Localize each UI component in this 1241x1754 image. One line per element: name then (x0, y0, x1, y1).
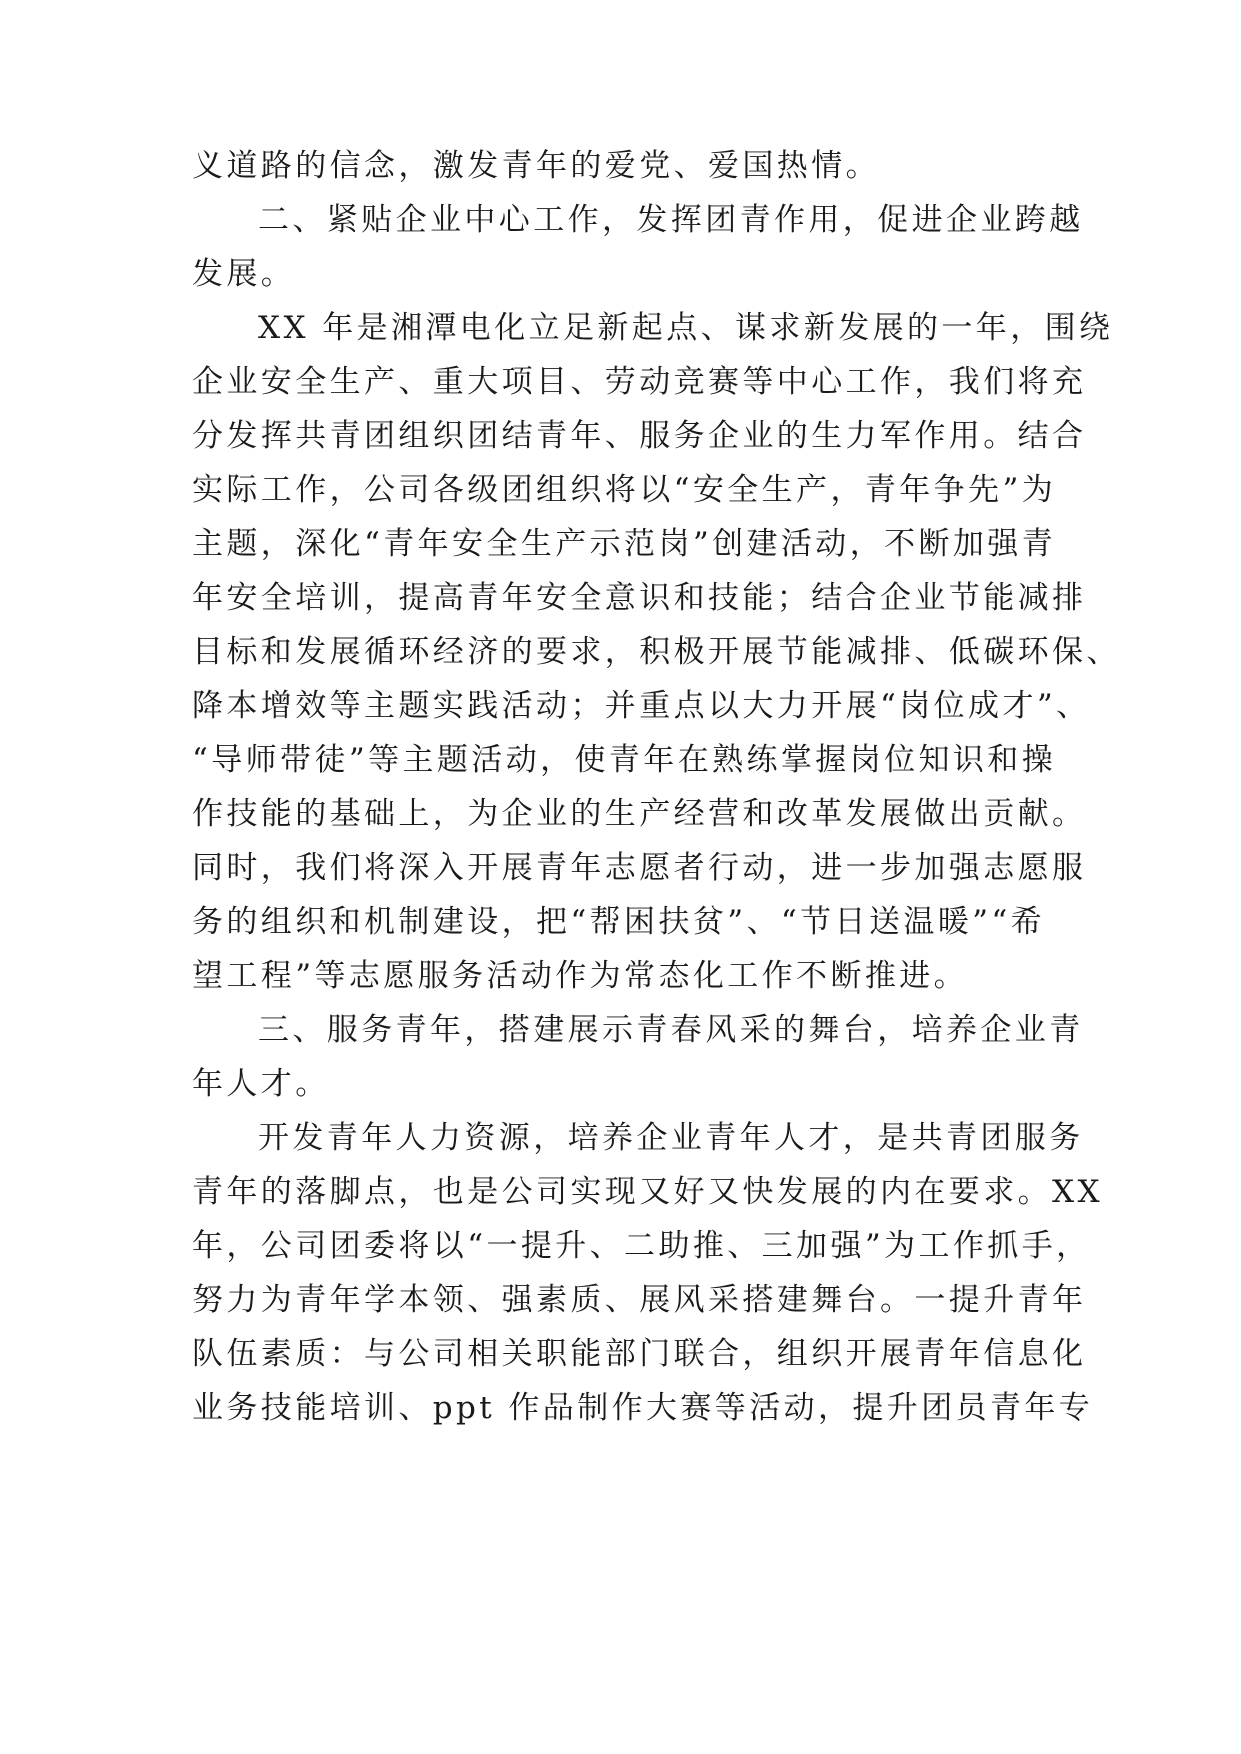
text-line: 年，公司团委将以“一提升、二助推、三加强”为工作抓手， (192, 1228, 1091, 1264)
text-line: 年安全培训，提高青年安全意识和技能；结合企业节能减排 (192, 580, 1087, 616)
text-line: 开发青年人力资源，培养企业青年人才，是共青团服务 (258, 1120, 1084, 1156)
text-line: 望工程”等志愿服务活动作为常态化工作不断推进。 (192, 958, 969, 994)
text-line: 业务技能培训、ppt 作品制作大赛等活动，提升团员青年专 (192, 1390, 1094, 1426)
section-heading-continuation: 年人才。 (192, 1066, 330, 1102)
text-line: 目标和发展循环经济的要求，积极开展节能减排、低碳环保、 (192, 634, 1121, 670)
text-line: XX 年是湘潭电化立足新起点、谋求新发展的一年，围绕 (258, 310, 1114, 346)
text-line: 青年的落脚点，也是公司实现又好又快发展的内在要求。XX (192, 1174, 1103, 1210)
text-line: “导师带徒”等主题活动，使青年在熟练掌握岗位知识和操 (192, 742, 1057, 778)
text-line: 作技能的基础上，为企业的生产经营和改革发展做出贡献。 (192, 796, 1087, 832)
text-line: 义道路的信念，激发青年的爱党、爱国热情。 (192, 148, 880, 184)
text-line: 务的组织和机制建设，把“帮困扶贫”、“节日送温暖”“希 (192, 904, 1046, 940)
section-heading: 二、紧贴企业中心工作，发挥团青作用，促进企业跨越 (258, 202, 1084, 238)
text-line: 分发挥共青团组织团结青年、服务企业的生力军作用。结合 (192, 418, 1087, 454)
text-line: 企业安全生产、重大项目、劳动竞赛等中心工作，我们将充 (192, 364, 1087, 400)
text-line: 降本增效等主题实践活动；并重点以大力开展“岗位成才”、 (192, 688, 1091, 724)
text-line: 努力为青年学本领、强素质、展风采搭建舞台。一提升青年 (192, 1282, 1087, 1318)
text-line: 实际工作，公司各级团组织将以“安全生产，青年争先”为 (192, 472, 1057, 508)
text-line: 同时，我们将深入开展青年志愿者行动，进一步加强志愿服 (192, 850, 1087, 886)
section-heading-continuation: 发展。 (192, 256, 296, 292)
text-line: 队伍素质：与公司相关职能部门联合，组织开展青年信息化 (192, 1336, 1087, 1372)
section-heading: 三、服务青年，搭建展示青春风采的舞台，培养企业青 (258, 1012, 1084, 1048)
text-line: 主题，深化“青年安全生产示范岗”创建活动，不断加强青 (192, 526, 1057, 562)
